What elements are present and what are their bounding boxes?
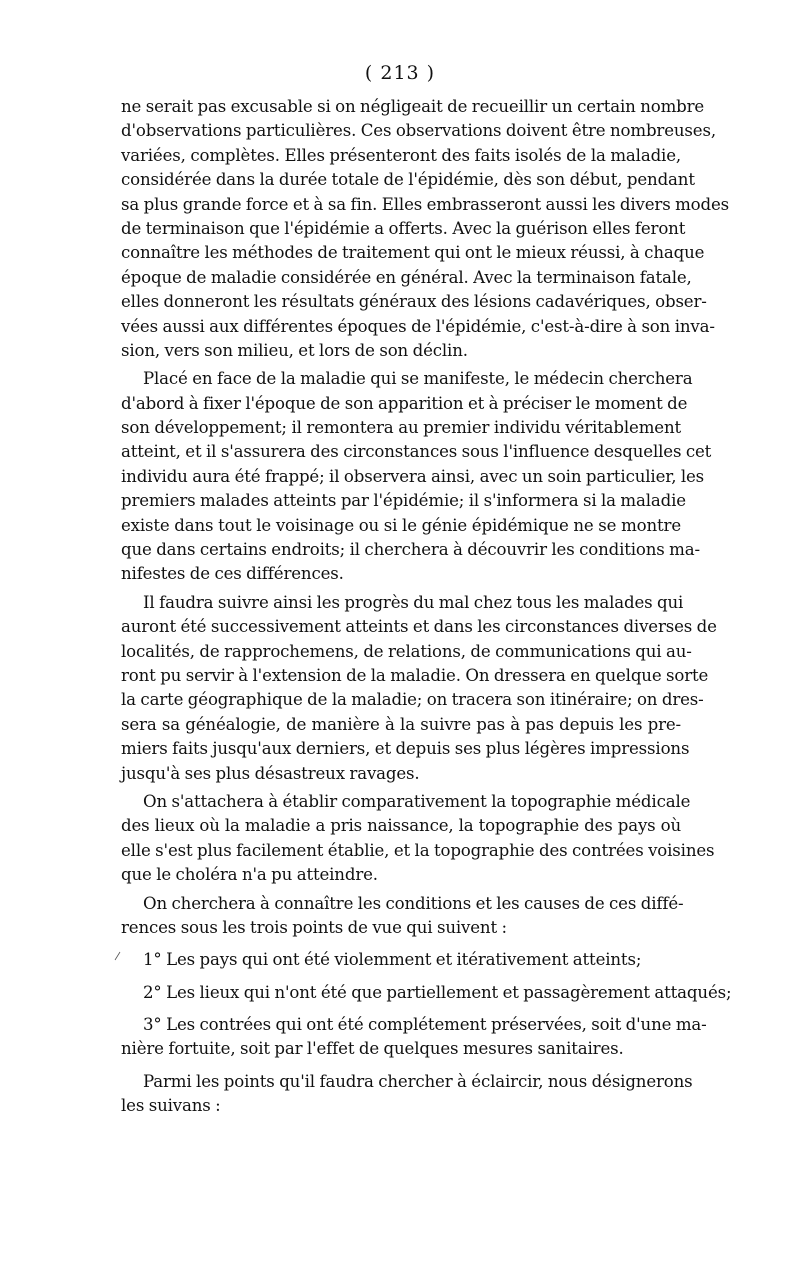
text-line: d'abord à fixer l'époque de son apparition et à préciser le moment de [121,393,688,413]
text-line: atteint, et il s'assurera des circonstances sous l'influence desquelles cet [121,442,712,462]
text-line: existe dans tout le voisinage ou si le génie épidémique ne se montre [121,515,681,535]
text-line: nière fortuite, soit par l'effet de quelques mesures sanitaires. [121,1039,624,1059]
text-line: individu aura été frappé; il observera ainsi, avec un soin particulier, les [121,466,705,486]
text-line: variées, complètes. Elles présenteront des faits isolés de la maladie, [121,145,681,165]
text-line: connaître les méthodes de traitement qui ont le mieux réussi, à chaque [121,243,705,263]
paragraph [121,95,730,363]
numbered-list [121,948,732,1062]
text-line: elles donneront les résultats généraux des lésions cadavériques, obser- [121,292,707,312]
text-line: considérée dans la durée totale de l'épidémie, dès son début, pendant [121,170,695,190]
list-item [121,948,681,972]
body-text [121,95,732,1119]
page-number: ( 213 ) [364,62,436,84]
text-line: jusqu'à ses plus désastreux ravages. [121,763,420,783]
pencil-mark [113,951,122,961]
text-line: auront été successivement atteints et dans les circonstances diverses de [121,617,717,637]
list-item [121,981,732,1005]
list-item [121,1013,707,1062]
text-line: vées aussi aux différentes époques de l'épidémie, c'est-à-dire à son inva- [121,316,715,336]
text-line: ne serait pas excusable si on négligeait de recueillir un certain nombre [121,97,705,116]
text-line: premiers malades atteints par l'épidémie; il s'informera si la maladie [121,491,686,511]
paragraph [121,367,712,587]
text-line: ront pu servir à l'extension de la maladie. On dressera en quelque sorte [121,665,709,685]
text-line: elle s'est plus facilement établie, et la topographie des contrées voisines [121,840,715,860]
text-line: nifestes de ces différences. [121,564,344,584]
text-line: On cherchera à connaître les conditions et les causes de ces diffé- [143,893,684,913]
text-line: Placé en face de la maladie qui se manifeste, le médecin cherchera [143,369,693,389]
text-line: 1° Les pays qui ont été violemment et itérativement atteints; [143,950,642,970]
text-line: sion, vers son milieu, et lors de son déclin. [121,340,468,360]
text-line: localités, de rapprochemens, de relations, de communications qui au- [121,641,692,661]
paragraph [121,591,717,786]
text-line: 3° Les contrées qui ont été complétement préservées, soit d'une ma- [143,1015,707,1035]
text-line: 2° Les lieux qui n'ont été que partiellement et passagèrement attaqués; [143,982,732,1002]
paragraph [121,1070,693,1119]
text-line: la carte géographique de la maladie; on tracera son itinéraire; on dres- [121,690,704,710]
paragraph [121,892,684,941]
text-line: Parmi les points qu'il faudra chercher à éclaircir, nous désignerons [143,1071,693,1091]
text-line: des lieux où la maladie a pris naissance, la topographie des pays où [121,816,681,836]
text-line: rences sous les trois points de vue qui suivent : [121,917,507,937]
text-line: que le choléra n'a pu atteindre. [121,865,378,885]
text-line: d'observations particulières. Ces observations doivent être nombreuses, [121,121,716,141]
text-line: époque de maladie considérée en général. Avec la terminaison fatale, [121,267,692,287]
text-line: que dans certains endroits; il cherchera à découvrir les conditions ma- [121,540,700,560]
text-line: On s'attachera à établir comparativement la topographie médicale [143,791,691,811]
text-line: de terminaison que l'épidémie a offerts. Avec la guérison elles feront [121,218,686,238]
text-line: Il faudra suivre ainsi les progrès du mal chez tous les malades qui [143,592,684,612]
text-line: sa plus grande force et à sa fin. Elles embrasseront aussi les divers modes [121,194,730,214]
paragraph [121,790,715,888]
text-line: son développement; il remontera au premier individu véritablement [121,418,681,438]
text-line: les suivans : [121,1096,221,1116]
text-line: miers faits jusqu'aux derniers, et depuis ses plus légères impressions [121,739,690,759]
text-line: sera sa généalogie, de manière à la suivre pas à pas depuis les pre- [121,714,681,734]
